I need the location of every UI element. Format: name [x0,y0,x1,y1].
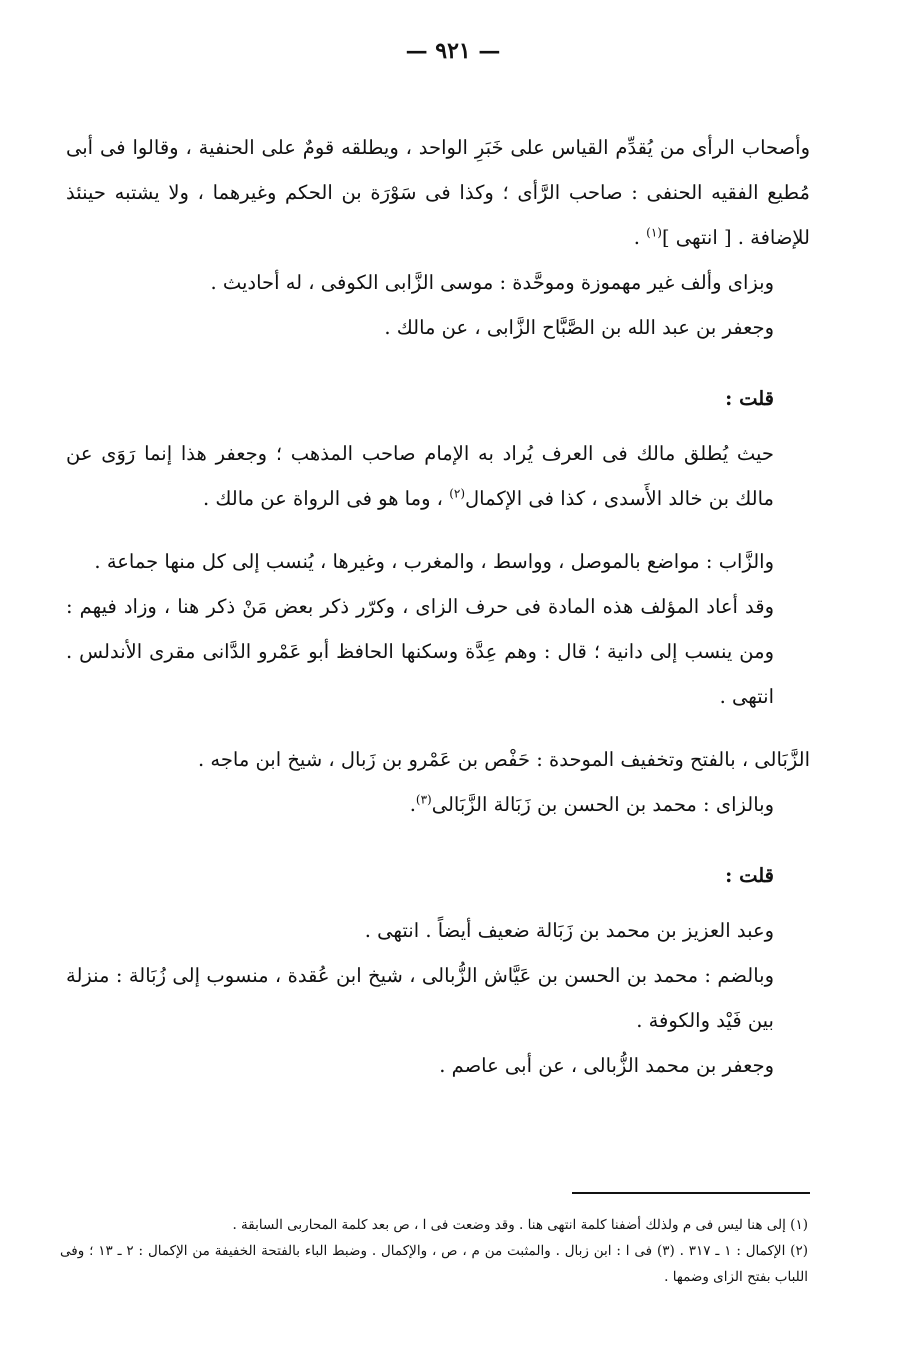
footnote-divider [572,1192,810,1194]
footnotes [60,1212,808,1290]
main-text [66,125,810,1088]
paragraph-ahl-al-ray: وأصحاب الرأى من يُقدِّم القياس على خَبَرِ الواحد ، ويطلقه قومٌ على الحنفية ، وقالوا فى أبى مُطيع الفقيه الحنفى : صاحب الرَّأى ؛ وكذا فى سَوْرَة بن الحكم وغيرهما ، ولا يشتبه حينئذ للإضافة . [ انتهى ]$^{(١)}$ . [66,136,810,249]
paragraph-abd-al-aziz: وعبد العزيز بن محمد بن زَبَالة ضعيف أيضاً . انتهى . [364,919,774,942]
footnote-2-3: (٢) الإكمال : ١ ـ ٣١٧ . (٣) فى ا : ابن زبال . والمثبت من م ، ص ، والإكمال . وضبط الباء بالفتحة الخفيفة من الإكمال : ٢ ـ ١٣ ؛ وفى اللباب بفتح الزاى وضمها . [60,1243,808,1285]
paragraph-zubali-muhammad: وبالضم : محمد بن الحسن بن عَيَّاش الزُّبالى ، شيخ ابن عُقدة ، منسوب إلى زُبَالة : منزلة بين فَيْد والكوفة . [66,964,774,1032]
footnote-marker-3: (٣) [415,792,432,807]
sentence-end: . [633,226,640,249]
footnote-marker-2: (٢) [449,486,466,501]
paragraph-zabali-muhammad: وبالزاى : محمد بن الحسن بن زَبَالة الزَّبَالى$^{(٣)}$. [409,792,774,816]
footnote-marker-1: (١) [646,225,662,240]
paragraph-daniya: وقد أعاد المؤلف هذه المادة فى حرف الزاى ، وكرّر ذكر بعض مَنْ ذكر هنا ، وزاد فيهم : ومن ينسب إلى دانية ؛ قال : وهم عِدَّة وسكنها الحافظ أبو عَمْرو الدَّانى مقرى الأندلس . انتهى . [66,595,774,708]
page-number: — ٩٢١ — [405,38,501,64]
footnote-1: (١) إلى هنا ليس فى م ولذلك أضفنا كلمة انتهى هنا . وقد وضعت فى ا ، ص بعد كلمة المحاربى السابقة . [232,1217,808,1233]
qultu-heading-1: قلت : [725,387,774,410]
qultu-heading-2: قلت : [725,864,774,887]
paragraph-zubali-jafar: وجعفر بن محمد الزُّبالى ، عن أبى عاصم . [439,1054,774,1077]
paragraph-al-zab: والزَّاب : مواضع بالموصل ، وواسط ، والمغرب ، وغيرها ، يُنسب إلى كل منها جماعة . [94,550,774,573]
paragraph-malik-note: حيث يُطلق مالك فى العرف يُراد به الإمام صاحب المذهب ؛ وجعفر هذا إنما رَوَى عن مالك بن خالد الأَسدى ، كذا فى الإكمال$^{(٢)}$ ، وما هو فى الرواة عن مالك . [66,442,774,510]
paragraph-zabi-musa: وبزاى وألف غير مهموزة وموحَّدة : موسى الزَّابى الكوفى ، له أحاديث . [210,271,774,294]
paragraph-zabali-hafs: الزَّبَالى ، بالفتح وتخفيف الموحدة : حَفْص بن عَمْرو بن زَبال ، شيخ ابن ماجه . [197,748,810,771]
paragraph-jafar-zabi: وجعفر بن عبد الله بن الصَّبَّاح الزَّابى ، عن مالك . [384,316,774,339]
